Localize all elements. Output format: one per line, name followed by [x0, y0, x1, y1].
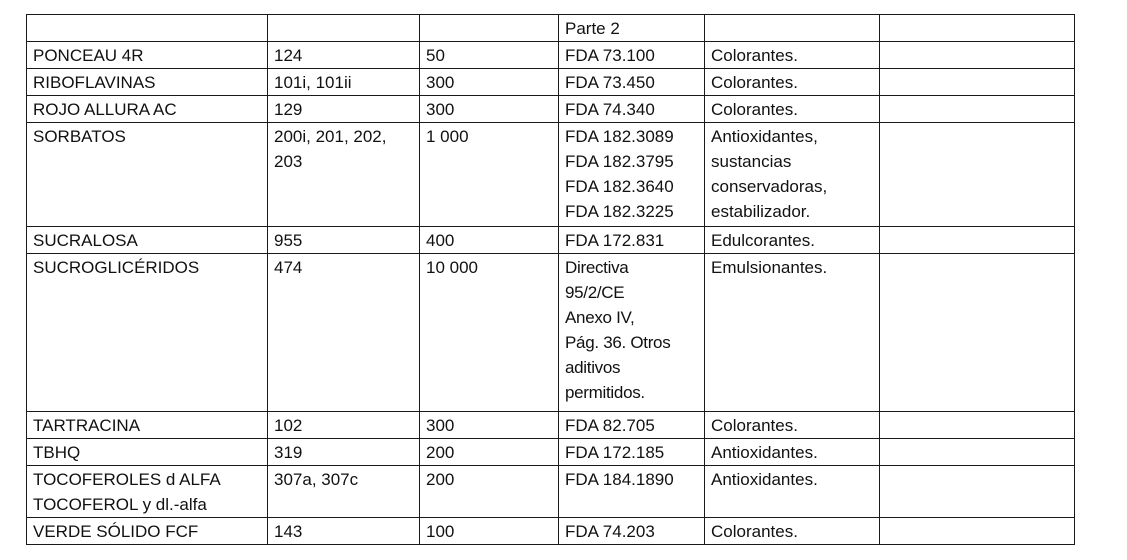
extra-cell — [880, 412, 1075, 439]
ins-cell: 307a, 307c — [268, 466, 420, 518]
function-cell: Emulsionantes. — [705, 254, 880, 412]
ins-cell: 101i, 101ii — [268, 69, 420, 96]
extra-cell — [880, 254, 1075, 412]
header-cell — [27, 15, 268, 42]
reference-cell: FDA 172.831 — [559, 227, 705, 254]
ins-cell: 319 — [268, 439, 420, 466]
function-cell: Antioxidantes, sustancias conservadoras, estabilizador. — [705, 123, 880, 227]
max-cell: 200 — [420, 439, 559, 466]
header-cell — [705, 15, 880, 42]
reference-cell: FDA 182.3089 FDA 182.3795 FDA 182.3640 FDA 182.3225 — [559, 123, 705, 227]
max-cell: 200 — [420, 466, 559, 518]
table-row — [27, 96, 1075, 123]
extra-cell — [880, 123, 1075, 227]
reference-cell: FDA 184.1890 — [559, 466, 705, 518]
substance-cell: SUCRALOSA — [27, 227, 268, 254]
max-cell: 300 — [420, 412, 559, 439]
substance-cell: VERDE SÓLIDO FCF — [27, 518, 268, 545]
substance-cell: RIBOFLAVINAS — [27, 69, 268, 96]
reference-cell: FDA 82.705 — [559, 412, 705, 439]
max-cell: 300 — [420, 96, 559, 123]
additives-table — [26, 14, 1075, 545]
function-cell: Edulcorantes. — [705, 227, 880, 254]
extra-cell — [880, 69, 1075, 96]
ins-cell: 200i, 201, 202, 203 — [268, 123, 420, 227]
ins-cell: 143 — [268, 518, 420, 545]
substance-cell: TBHQ — [27, 439, 268, 466]
function-cell: Colorantes. — [705, 96, 880, 123]
function-cell: Colorantes. — [705, 518, 880, 545]
ins-cell: 102 — [268, 412, 420, 439]
table-row — [27, 42, 1075, 69]
reference-cell: FDA 74.340 — [559, 96, 705, 123]
table-row — [27, 412, 1075, 439]
max-cell: 100 — [420, 518, 559, 545]
header-cell — [420, 15, 559, 42]
table-row — [27, 123, 1075, 227]
substance-cell: TARTRACINA — [27, 412, 268, 439]
table-row — [27, 518, 1075, 545]
substance-cell: SORBATOS — [27, 123, 268, 227]
substance-cell: TOCOFEROLES d ALFA TOCOFEROL y dl.-alfa — [27, 466, 268, 518]
substance-cell: ROJO ALLURA AC — [27, 96, 268, 123]
max-cell: 10 000 — [420, 254, 559, 412]
max-cell: 300 — [420, 69, 559, 96]
function-cell: Colorantes. — [705, 412, 880, 439]
header-cell-parte: Parte 2 — [559, 15, 705, 42]
extra-cell — [880, 439, 1075, 466]
table-header-row — [27, 15, 1075, 42]
reference-cell: FDA 74.203 — [559, 518, 705, 545]
max-cell: 1 000 — [420, 123, 559, 227]
function-cell: Colorantes. — [705, 69, 880, 96]
ins-cell: 955 — [268, 227, 420, 254]
function-cell: Antioxidantes. — [705, 439, 880, 466]
table-row — [27, 69, 1075, 96]
max-cell: 400 — [420, 227, 559, 254]
table-row — [27, 227, 1075, 254]
table-row — [27, 254, 1075, 412]
ins-cell: 129 — [268, 96, 420, 123]
ins-cell: 474 — [268, 254, 420, 412]
reference-cell: FDA 73.450 — [559, 69, 705, 96]
reference-cell: FDA 73.100 — [559, 42, 705, 69]
table-row — [27, 466, 1075, 518]
header-cell — [268, 15, 420, 42]
reference-cell: FDA 172.185 — [559, 439, 705, 466]
ins-cell: 124 — [268, 42, 420, 69]
function-cell: Antioxidantes. — [705, 466, 880, 518]
substance-cell: SUCROGLICÉRIDOS — [27, 254, 268, 412]
extra-cell — [880, 466, 1075, 518]
max-cell: 50 — [420, 42, 559, 69]
extra-cell — [880, 42, 1075, 69]
substance-cell: PONCEAU 4R — [27, 42, 268, 69]
extra-cell — [880, 227, 1075, 254]
header-cell — [880, 15, 1075, 42]
table-row — [27, 439, 1075, 466]
reference-cell: Directiva 95/2/CE Anexo IV, Pág. 36. Otros aditivos permitidos. — [559, 254, 705, 412]
extra-cell — [880, 518, 1075, 545]
extra-cell — [880, 96, 1075, 123]
function-cell: Colorantes. — [705, 42, 880, 69]
